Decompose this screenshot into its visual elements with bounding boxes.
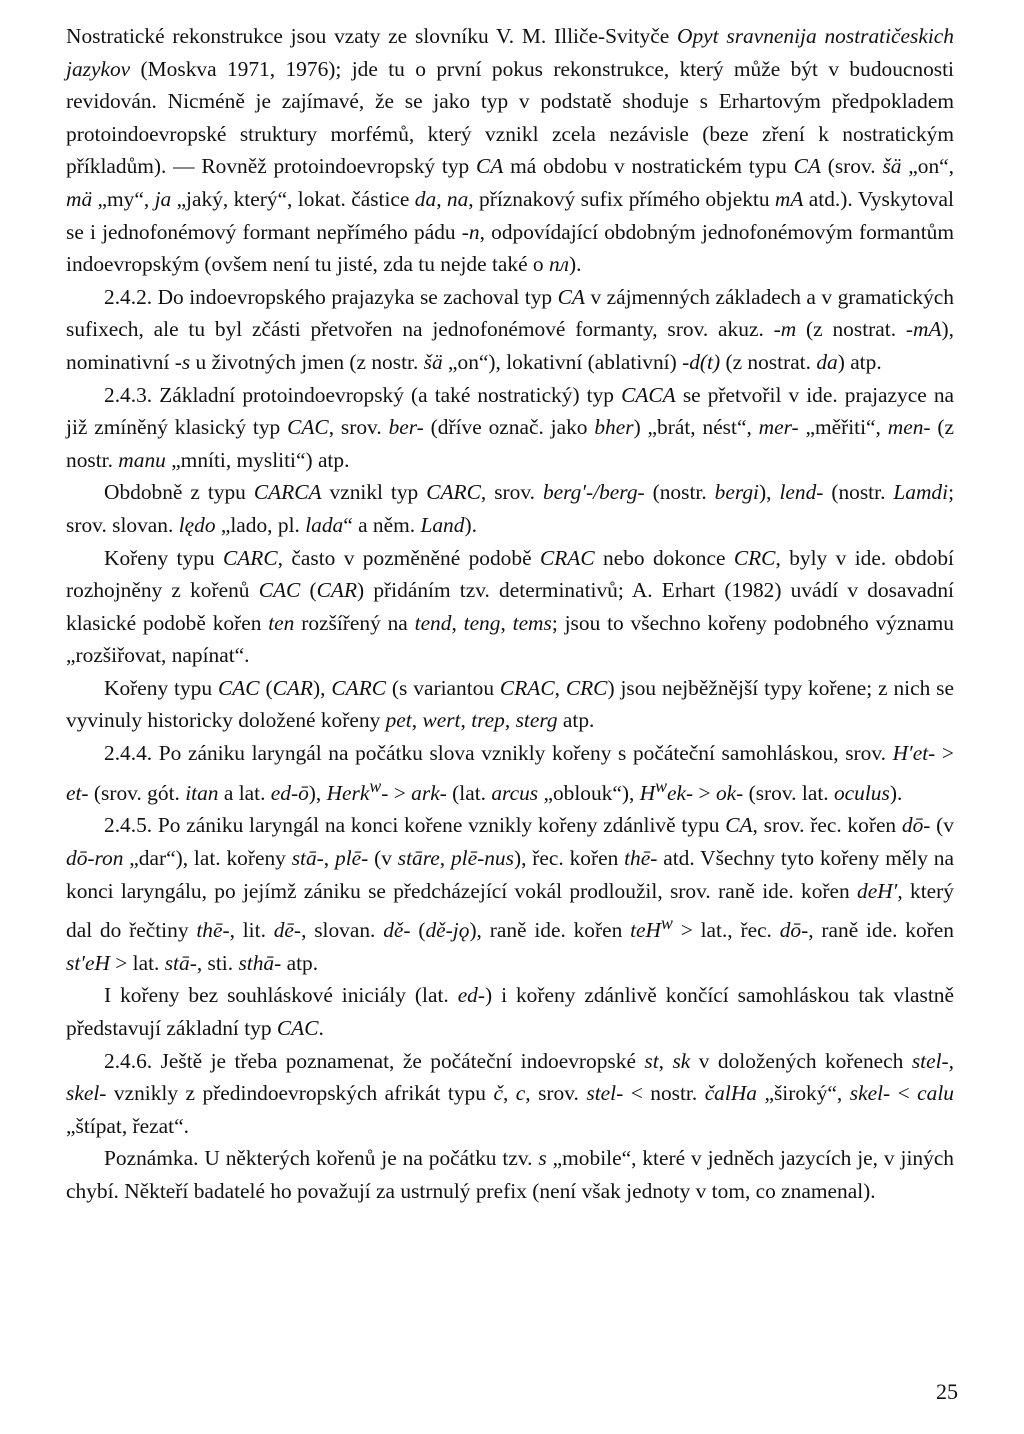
paragraph-2-4-6: 2.4.6. Ještě je třeba poznamenat, že počáteční indoevropské st, sk v doložených kořenech stel-, skel- vznikly z předindoevropských afrikát typu č, c, srov. stel- < nostr. čalHa „široký“, skel- < calu „štípat, řezat“. (66, 1048, 954, 1138)
page-body (66, 20, 954, 1208)
paragraph-2-4-2: 2.4.2. Do indoevropského prajazyka se zachoval typ CA v zájmenných základech a v gramatických sufixech, ale tu byl zčásti přetvořen na jednofonémové formanty, srov. akuz. -m (z nostrat. -mA), nominativní -s u životných jmen (z nostr. šä „on“), lokativní (ablativní) -d(t) (z nostrat. da) atp. (66, 284, 954, 374)
paragraph-carc: Kořeny typu CARC, často v pozměněné podobě CRAC nebo dokonce CRC, byly v ide. období rozhojněny z kořenů CAC (CAR) přidáním tzv. determinativů; A. Erhart (1982) uvádí v dosavadní klasické podobě kořen ten rozšířený na tend, teng, tems; jsou to všechno kořeny podobného významu „rozšiřovat, napínat“. (66, 545, 954, 668)
paragraph-root-types: Kořeny typu CAC (CAR), CARC (s variantou CRAC, CRC) jsou nejběžnější typy kořene; z nich se vyvinuly historicky doložené kořeny pet, wert, trep, sterg atp. (66, 675, 954, 733)
paragraph-carca: Obdobně z typu CARCA vznikl typ CARC, srov. berg′-/berg- (nostr. bergi), lend- (nostr. Lamdi; srov. slovan. lędo „lado, pl. lada“ a něm. Land). (66, 480, 955, 537)
paragraph-2-4-4: 2.4.4. Po zániku laryngál na počátku slova vznikly kořeny s počáteční samohláskou, srov. H′et- > et- (srov. gót. itan a lat. ed-ō), Herk$^w$- > ark- (lat. arcus „oblouk“), $H^wek- > ok-$ (srov. lat. oculus). (66, 741, 954, 805)
paragraph-2-4-5: 2.4.5. Po zániku laryngál na konci kořene vznikly kořeny zdánlivě typu CA, srov. řec. kořen dō- (v dō-ron „dar“), lat. kořeny stā-, plē- (v stāre, plē-nus), řec. kořen thē- atd. Všechny tyto kořeny měly na konci laryngálu, po jejímž zániku se předcházející vokál prodloužil, srov. raně ide. kořen deH′, který dal do řečtiny thē-, lit. dē-, slovan. dě- (dě-jǫ), raně ide. kořen teH$^w$ > lat., řec. dō-, raně ide. kořen st′eH > lat. stā-, sti. sthā- atp. (66, 813, 955, 975)
paragraph-cac-summary: I kořeny bez souhláskové iniciály (lat. ed-) i kořeny zdánlivě končící samohláskou tak vlastně představují základní typ CAC. (66, 983, 954, 1041)
paragraph-note: Poznámka. U některých kořenů je na počátku tzv. s „mobile“, které v jedněch jazycích je, v jiných chybí. Někteří badatelé ho považují za ustrnulý prefix (není však jednoty v tom, co znamenal). (66, 1146, 955, 1204)
paragraph-2-4-3: 2.4.3. Základní protoindoevropský (a také nostratický) typ CACA se přetvořil v ide. prajazyce na již zmíněný klasický typ CAC, srov. ber- (dříve označ. jako bher) „brát, nést“, mer- „měřiti“, men- (z nostr. manu „mníti, mysliti“) atp. (66, 382, 955, 472)
paragraph-1: Nostratické rekonstrukce jsou vzaty ze slovníku V. M. Illiče-Svityče Opyt sravnenija nostratičeskich jazykov (Moskva 1971, 1976); jde tu o první pokus rekonstrukce, který může být v budoucnosti revidován. Nicméně je zajímavé, že se jako typ v podstatě shoduje s Erhartovým předpokladem protoindoevropské struktury morfémů, který vznikl zcela nezávisle (beze zření k nostratickým příkladům). — Rovněž protoindoevropský typ CA má obdobu v nostratickém typu CA (srov. šä „on“, mä „my“, ja „jaký, který“, lokat. částice da, na, příznakový sufix přímého objektu mA atd.). Vyskytoval se i jednofonémový formant nepřímého pádu -n, odpovídající obdobným jednofonémovým formantům indoevropským (ovšem není tu jisté, zda tu nejde také o nл). (66, 24, 954, 277)
page-number: 25 (936, 1379, 958, 1404)
